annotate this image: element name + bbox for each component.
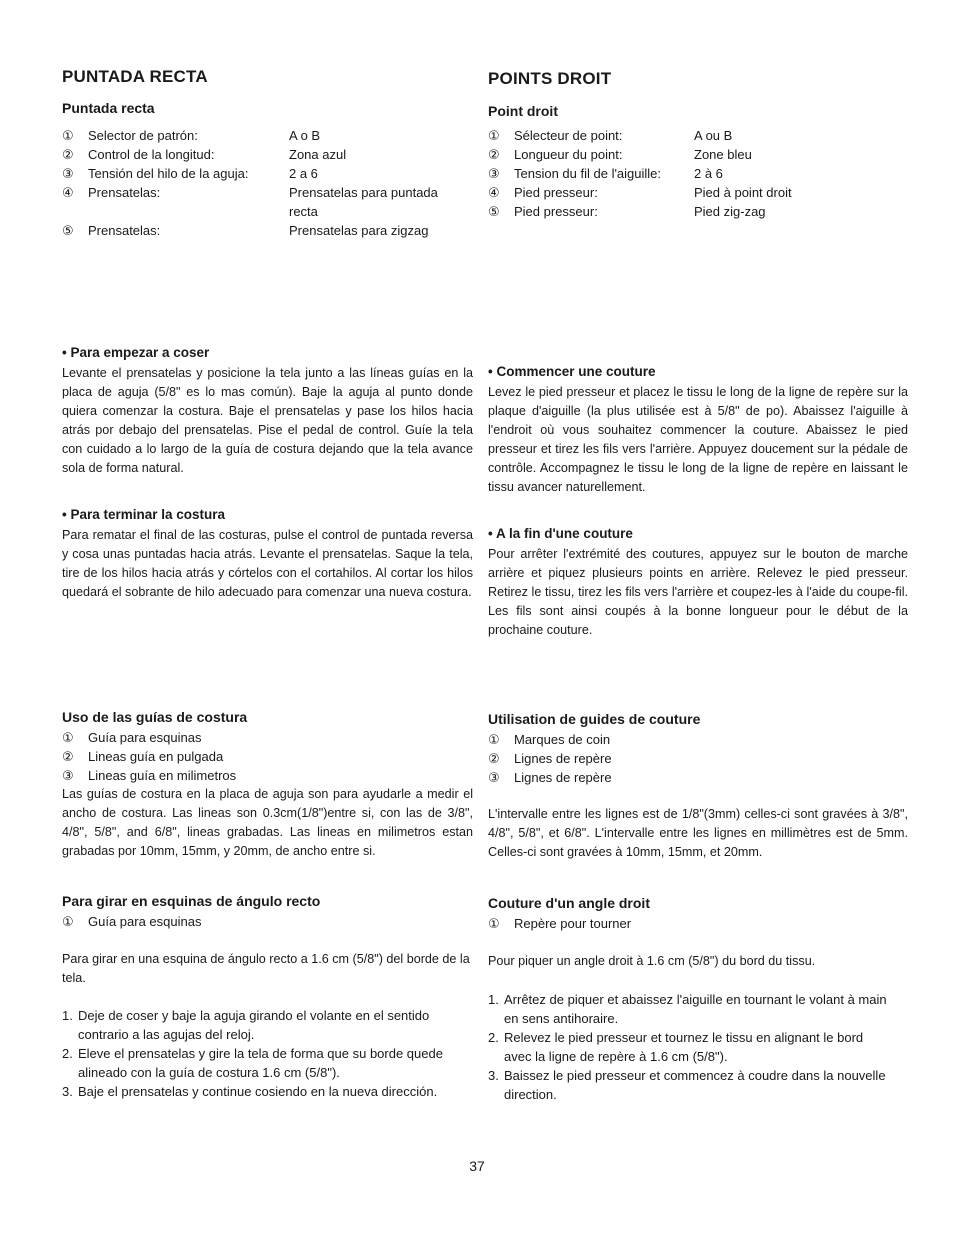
es-guide-1: ① Guía para esquinas <box>62 730 202 745</box>
es-subtitle: Puntada recta <box>62 100 155 116</box>
fr-guide-2: ② Lignes de repère <box>488 751 612 766</box>
fr-corner-steps <box>488 990 888 1104</box>
fr-subtitle: Point droit <box>488 103 558 119</box>
fr-main-title: POINTS DROIT <box>488 69 612 88</box>
fr-corner-item: ① Repère pour tourner <box>488 916 632 931</box>
fr-start-heading: • Commencer une couture <box>488 364 656 379</box>
fr-corner-step-1: 1. Arrêtez de piquer et abaissez l'aiguille en tournant le volant à main en sens antihoraire. <box>488 992 887 1026</box>
fr-corner-step-2: 2. Relevez le pied presseur et tournez le tissu en alignant le bord avec la ligne de repère à 1.6 cm (5/8"). <box>488 1030 864 1064</box>
es-start-body: Levante el prensatelas y posicione la tela junto a las líneas guías en la placa de aguja (5/8" es lo mas común). Baje la aguja al punto donde quiera comenzar la costura. Baje el prensatelas y pase los hilos hacia atrás por debajo del prensatelas. Pise el pedal de control. Guíe la tela con cuidado a lo largo de la guía de costura dejando que la tela avance sola de forma natural. <box>62 366 473 475</box>
fr-settings-list <box>488 126 908 221</box>
es-start-heading: • Para empezar a coser <box>62 345 210 360</box>
es-guide-2: ② Lineas guía en pulgada <box>62 749 224 764</box>
es-guides-list <box>62 728 482 785</box>
es-finish-heading: • Para terminar la costura <box>62 507 226 522</box>
fr-corner-body: Pour piquer un angle droit à 1.6 cm (5/8") du bord du tissu. <box>488 954 816 968</box>
fr-guides-list <box>488 730 908 787</box>
fr-finish-body: Pour arrêter l'extrémité des coutures, appuyez sur le bouton de marche arrière et piquez plusieurs points en arrière. Relevez le pied presseur. Retirez le tissu, tirez les fils vers l'arrière et coupez-les à l'aide du coupe-fil. Les fils sont ainsi coupés à la bonne longueur pour le début de la prochaine couture. <box>488 547 908 637</box>
es-corner-heading: Para girar en esquinas de ángulo recto <box>62 893 321 909</box>
fr-guide-3: ③ Lignes de repère <box>488 770 612 785</box>
es-corner-item-list <box>62 912 482 931</box>
es-corner-steps <box>62 1006 473 1101</box>
es-corner-step-1: 1. Deje de coser y baje la aguja girando el volante en el sentido contrario a las agujas del reloj. <box>62 1008 430 1042</box>
fr-guides-body: L'intervalle entre les lignes est de 1/8"(3mm) celles-ci sont gravées à 3/8", 4/8", 5/8", et 6/8". L'intervalle entre les lignes en millimètres est de 5mm. Celles-ci sont gravées à 10mm, 15mm, et 20mm. <box>488 807 908 859</box>
es-setting-2: ② Control de la longitud: Zona azul <box>62 147 347 162</box>
es-setting-4: ④ Prensatelas: Prensatelas para puntada recta <box>62 185 438 219</box>
es-guides-body: Las guías de costura en la placa de aguja son para ayudarle a medir el ancho de costura. Las lineas son 0.3cm(1/8")entre si, con las de 3/8", 4/8", 5/8", and 6/8", lineas grabadas. Las lineas en milimetros estan grabadas por 10mm, 15mm, y 20mm, de ancho entre si. <box>62 787 473 858</box>
es-guides-heading: Uso de las guías de costura <box>62 709 248 725</box>
fr-setting-4: ④ Pied presseur: Pied à point droit <box>488 185 792 200</box>
es-setting-1: ① Selector de patrón: A o B <box>62 128 321 143</box>
es-finish-body: Para rematar el final de las costuras, pulse el control de puntada reversa y cosa unas puntadas hacia atrás. Levante el prensatelas. Saque la tela, tire de los hilos hacia atrás y córtelos con el cortahilos. Al cortar los hilos quedará el sobrante de hilo adecuado para comenzar una nueva costura. <box>62 528 473 599</box>
fr-finish-heading: • A la fin d'une couture <box>488 526 633 541</box>
es-corner-item: ① Guía para esquinas <box>62 914 202 929</box>
fr-corner-item-list <box>488 914 908 933</box>
fr-guides-heading: Utilisation de guides de couture <box>488 711 701 727</box>
es-settings-list <box>62 126 482 240</box>
es-main-title: PUNTADA RECTA <box>62 67 208 86</box>
es-corner-body: Para girar en una esquina de ángulo recto a 1.6 cm (5/8") del borde de la tela. <box>62 952 470 985</box>
fr-setting-3: ③ Tension du fil de l'aiguille: 2 à 6 <box>488 166 723 181</box>
es-corner-step-3: 3. Baje el prensatelas y continue cosiendo en la nueva dirección. <box>62 1084 438 1099</box>
fr-start-body: Levez le pied presseur et placez le tissu le long de la ligne de repère sur la plaque d'aiguille (la plus utilisée est à 5/8" de po). Abaissez l'aiguille à l'endroit où vous souhaitez commencer la couture. Abaissez le pied presseur et tirez les fils vers l'arrière. Appuyez doucement sur la pédale de contrôle. Accompagnez le tissu le long de la ligne de repère en laissant le tissu avancer naturellement. <box>488 385 908 494</box>
es-corner-step-2: 2. Eleve el prensatelas y gire la tela de forma que su borde quede alineado con la guía de costura 1.6 cm (5/8"). <box>62 1046 443 1080</box>
es-setting-5: ⑤ Prensatelas: Prensatelas para zigzag <box>62 223 429 238</box>
es-setting-3: ③ Tensión del hilo de la aguja: 2 a 6 <box>62 166 318 181</box>
page-number: 37 <box>469 1158 485 1174</box>
fr-guide-1: ① Marques de coin <box>488 732 611 747</box>
es-guide-3: ③ Lineas guía en milimetros <box>62 768 237 783</box>
fr-corner-step-3: 3. Baissez le pied presseur et commencez à coudre dans la nouvelle direction. <box>488 1068 886 1102</box>
fr-setting-1: ① Sélecteur de point: A ou B <box>488 128 733 143</box>
fr-corner-heading: Couture d'un angle droit <box>488 895 650 911</box>
fr-setting-2: ② Longueur du point: Zone bleu <box>488 147 752 162</box>
fr-setting-5: ⑤ Pied presseur: Pied zig-zag <box>488 204 766 219</box>
